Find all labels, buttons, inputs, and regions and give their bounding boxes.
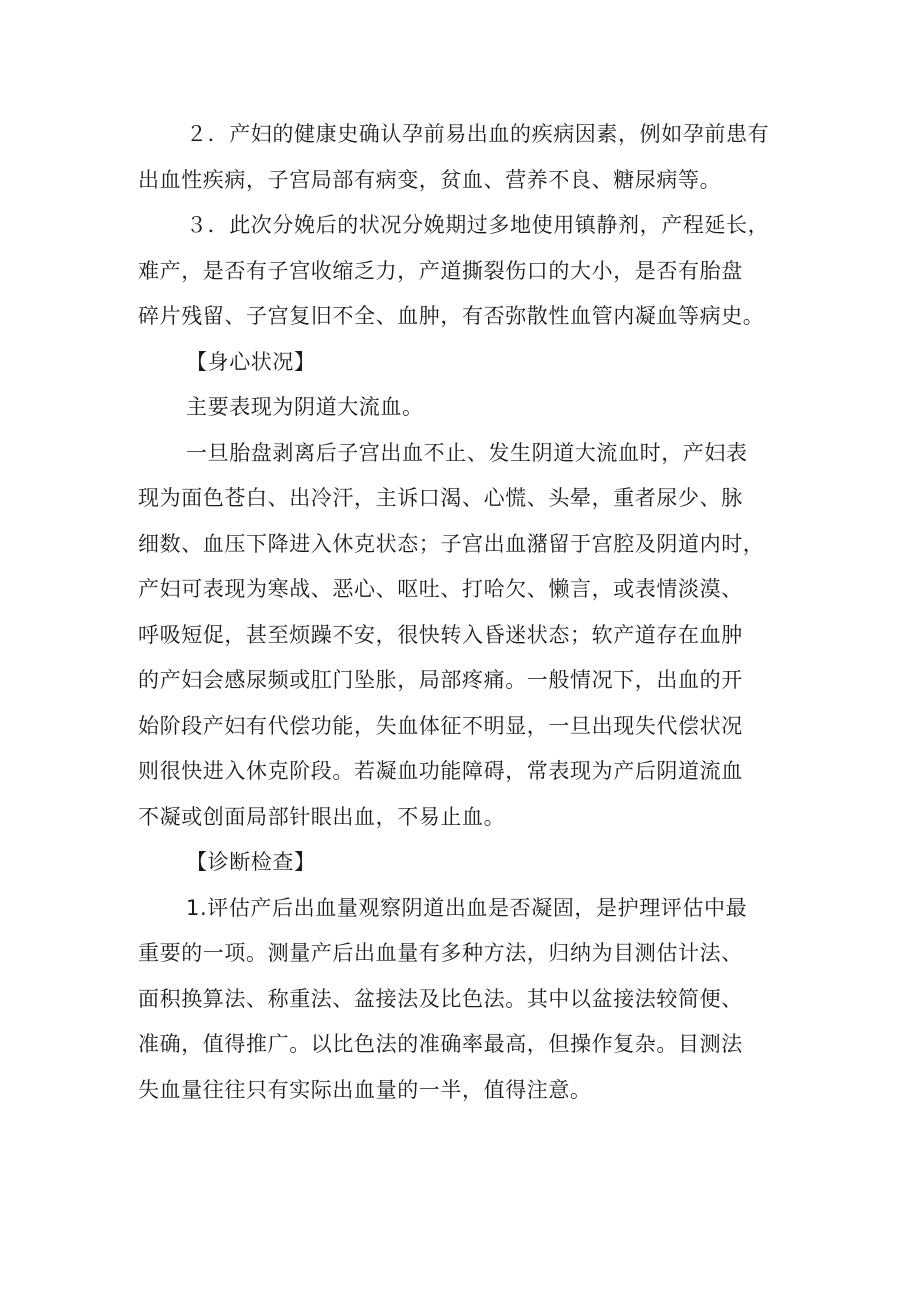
text-line: 失血量往往只有实际出血量的一半，值得注意。 xyxy=(138,1077,592,1102)
text-line: 难产，是否有子宫收缩乏力，产道撕裂伤口的大小，是否有胎盘 xyxy=(138,258,743,283)
body-paragraph xyxy=(138,112,806,203)
body-paragraph xyxy=(138,203,806,340)
section-heading xyxy=(138,840,806,886)
text-line: 不凝或创面局部针眼出血，不易止血。 xyxy=(138,804,506,829)
text-line: 现为面色苍白、出冷汗，主诉口渴、心慌、头晕，重者尿少、脉 xyxy=(138,486,743,510)
document-body xyxy=(138,112,806,1113)
text-line: 始阶段产妇有代偿功能，失血体征不明显，一旦出现失代偿状况 xyxy=(138,713,743,738)
text-line: 重要的一项。测量产后出血量有多种方法，归纳为目测估计法、 xyxy=(138,941,743,965)
text-line: 呼吸短促，甚至烦躁不安，很快转入昏迷状态；软产道存在血肿 xyxy=(138,622,743,647)
text-line: 细数、血压下降进入休克状态；子宫出血潴留于宫腔及阴道内时， xyxy=(138,531,765,556)
section-heading xyxy=(138,340,806,386)
text-line: 则很快进入休克阶段。若凝血功能障碍，常表现为产后阴道流血 xyxy=(138,759,743,783)
text-line: 准确，值得推广。以比色法的准确率最高，但操作复杂。目测法 xyxy=(138,1032,743,1056)
body-paragraph xyxy=(138,385,806,431)
text-line: 一旦胎盘剥离后子宫出血不止、发生阴道大流血时，产妇表 xyxy=(186,440,748,465)
text-line: 的产妇会感尿频或肛门坠胀，局部疼痛。一般情况下，出血的开 xyxy=(138,668,743,692)
text-line: 面积换算法、称重法、盆接法及比色法。其中以盆接法较简便、 xyxy=(138,986,743,1011)
text-line: ３．此次分娩后的状况分娩期过多地使用镇静剂，产程延长， xyxy=(186,213,770,237)
text-line: 主要表现为阴道大流血。 xyxy=(186,395,424,419)
body-paragraph xyxy=(138,886,806,1114)
text-line: 【诊断检查】 xyxy=(186,850,316,874)
text-line: 1.评估产后出血量观察阴道出血是否凝固，是护理评估中最 xyxy=(186,895,748,920)
text-line: 出血性疾病，子宫局部有病变，贫血、营养不良、糖尿病等。 xyxy=(138,167,722,192)
text-line: 产妇可表现为寒战、恶心、呕吐、打哈欠、懒言，或表情淡漠、 xyxy=(138,577,743,601)
text-line: 【身心状况】 xyxy=(186,349,316,374)
body-paragraph xyxy=(138,431,806,841)
text-line: 碎片残留、子宫复旧不全、血肿，有否弥散性血管内凝血等病史。 xyxy=(138,304,765,328)
text-line: ２．产妇的健康史确认孕前易出血的疾病因素，例如孕前患有 xyxy=(186,122,770,146)
